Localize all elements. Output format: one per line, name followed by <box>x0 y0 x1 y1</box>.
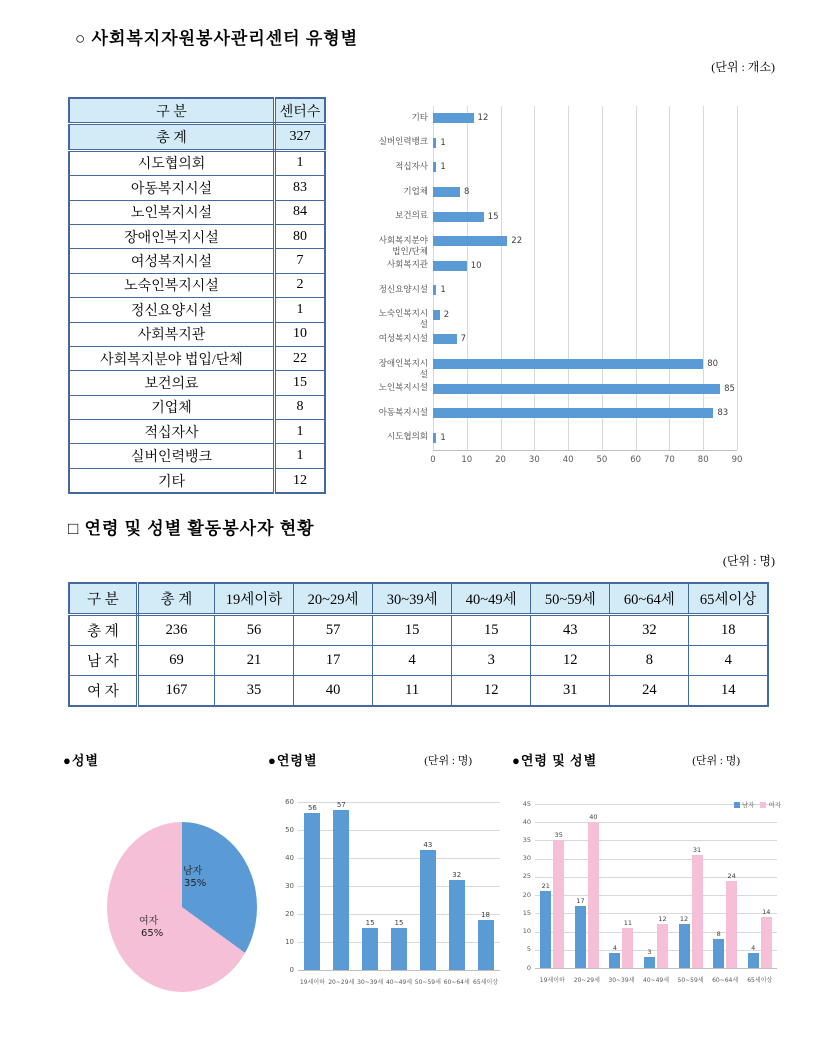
y-axis-tick-label: 30 <box>285 881 294 890</box>
centers-table-row <box>69 468 325 493</box>
bar-centers <box>433 408 713 418</box>
centers-table-row <box>69 249 325 273</box>
chart-gridline <box>535 877 777 878</box>
bar-category-label: 기업체 <box>403 186 428 197</box>
bar-value-label: 11 <box>623 918 633 927</box>
centers-table-row-value: 80 <box>275 224 326 248</box>
chart-gridline <box>298 914 500 915</box>
x-axis-tick-label: 20 <box>495 455 506 465</box>
centers-table-row-value: 1 <box>275 298 326 322</box>
centers-table-row <box>69 176 325 200</box>
chart-gridline <box>298 830 500 831</box>
bar-category-label: 장애인복지시설 <box>378 358 428 380</box>
volunteers-table-header-row <box>69 583 768 615</box>
chart-gridline <box>535 895 777 896</box>
chart-gridline <box>602 106 603 450</box>
centers-table-row-label: 사회복지관 <box>69 322 275 346</box>
gender-pie <box>107 822 257 992</box>
section1-title: ○ 사회복지자원봉사관리센터 유형별 <box>75 29 359 48</box>
bar-centers <box>433 384 720 394</box>
x-axis-tick-label: 30 <box>528 455 540 465</box>
centers-table-header-row <box>69 98 325 124</box>
volunteers-table-row-label: 여 자 <box>69 676 138 707</box>
age-chart-title: ●연령별 <box>268 753 318 768</box>
bar-value-label: 56 <box>307 804 317 813</box>
volunteers-table-cell-6: 32 <box>610 615 689 646</box>
volunteers-table-cell-1: 56 <box>215 615 294 646</box>
age-gender-chart-title: ●연령 및 성별 <box>512 753 598 768</box>
age-chart-unit-label: (단위 : 명) <box>424 755 472 767</box>
bar-value-label: 10 <box>470 260 482 271</box>
pie-label-female: 여자 <box>139 916 159 927</box>
volunteers-table-cell-5: 43 <box>531 615 610 646</box>
x-axis-tick-label: 0 <box>430 455 436 465</box>
bar-female <box>622 928 633 968</box>
centers-table-row <box>69 395 325 419</box>
y-axis-tick-label: 45 <box>522 799 531 808</box>
x-axis-category-label: 40~49세 <box>385 979 413 986</box>
bar-value-label: 21 <box>541 882 550 891</box>
section2-title: □ 연령 및 성별 활동봉사자 현황 <box>68 519 315 538</box>
y-axis-tick-label: 35 <box>522 835 531 844</box>
bar-category-label: 적십자사 <box>395 161 428 172</box>
centers-table-row <box>69 150 325 175</box>
volunteers-table-cell-4: 3 <box>452 646 531 676</box>
chart-gridline <box>298 858 500 859</box>
centers-table-row <box>69 420 325 444</box>
bar-centers <box>433 334 457 344</box>
centers-table-row-value: 83 <box>275 176 326 200</box>
volunteers-table-row-label: 남 자 <box>69 646 138 676</box>
x-axis-tick-label: 10 <box>461 455 473 465</box>
centers-table-row <box>69 124 325 150</box>
bar-value-label: 1 <box>440 285 446 296</box>
bar-value-label: 3 <box>647 948 652 957</box>
bar-value-label: 15 <box>394 919 404 927</box>
centers-table-row-label: 총 계 <box>69 124 275 150</box>
x-axis-category-label: 19세이하 <box>539 977 565 984</box>
section2-unit-label: (단위 : 명) <box>722 554 775 568</box>
volunteers-table-cell-0: 69 <box>138 646 215 676</box>
centers-table-row-label: 사회복지분야 법입/단체 <box>69 346 275 370</box>
bar-value-label: 1 <box>440 162 446 173</box>
bar-category-label: 노숙인복지시설 <box>378 309 428 331</box>
centers-table-row <box>69 200 325 224</box>
x-axis-tick-label: 90 <box>731 455 743 465</box>
x-axis-category-label: 60~64세 <box>443 979 470 986</box>
bar-male <box>644 957 655 968</box>
chart-gridline <box>535 822 777 823</box>
centers-table-row <box>69 371 325 395</box>
y-axis-tick-label: 0 <box>526 963 531 972</box>
volunteers-table-col-header-4: 30~39세 <box>373 583 452 615</box>
bar-value-label: 12 <box>658 915 667 924</box>
centers-table-row-value: 12 <box>275 468 326 493</box>
bar-value-label: 1 <box>440 432 446 443</box>
age-bar-chart <box>278 792 506 1010</box>
bar-centers <box>433 261 467 271</box>
x-axis-category-label: 65세이상 <box>473 979 499 986</box>
bar-value-label: 4 <box>751 944 756 953</box>
y-axis-tick-label: 10 <box>522 927 531 936</box>
bar-age <box>449 880 465 970</box>
bar-value-label: 17 <box>576 897 585 906</box>
volunteers-table-row <box>69 646 768 676</box>
centers-table-col-header-0: 구 분 <box>69 98 275 124</box>
volunteers-table-cell-0: 167 <box>138 676 215 707</box>
chart-legend <box>728 800 781 809</box>
x-axis-tick-label: 70 <box>664 455 675 465</box>
pie-label-male: 남자 <box>183 866 203 877</box>
x-axis-category-label: 50~59세 <box>677 977 704 984</box>
bar-value-label: 22 <box>511 236 523 247</box>
legend-swatch-여자 <box>760 802 766 808</box>
volunteers-table-cell-5: 12 <box>531 646 610 676</box>
centers-table-row-label: 장애인복지시설 <box>69 224 275 248</box>
bar-category-label: 여성복지시설 <box>378 333 428 344</box>
x-axis-category-label: 30~39세 <box>608 977 635 984</box>
y-axis-tick-label: 25 <box>522 872 531 881</box>
y-axis-tick-label: 40 <box>522 817 531 826</box>
centers-table-row-label: 정신요양시설 <box>69 298 275 322</box>
volunteers-table-cell-3: 15 <box>373 615 452 646</box>
bar-value-label: 80 <box>707 359 719 369</box>
volunteers-table-col-header-3: 20~29세 <box>294 583 373 615</box>
legend-swatch-남자 <box>734 802 740 808</box>
centers-table-header <box>69 98 325 124</box>
x-axis-tick-label: 80 <box>697 455 709 465</box>
chart-gridline <box>737 106 738 450</box>
bar-female <box>657 924 668 968</box>
centers-table-row <box>69 224 325 248</box>
bar-centers <box>433 236 507 246</box>
volunteers-table-cell-3: 4 <box>373 646 452 676</box>
y-axis-tick-label: 50 <box>285 825 294 834</box>
bar-male <box>713 939 724 968</box>
bar-value-label: 85 <box>724 383 735 394</box>
volunteers-table-cell-5: 31 <box>531 676 610 707</box>
age-gender-chart-unit-label: (단위 : 명) <box>692 755 740 767</box>
centers-table-row-value: 10 <box>275 322 326 346</box>
chart-gridline <box>568 106 569 450</box>
volunteers-table <box>68 582 769 707</box>
x-axis-category-label: 20~29세 <box>328 979 355 986</box>
centers-table-row-label: 노숙인복지시설 <box>69 273 275 297</box>
legend-label: 남자 <box>741 801 755 809</box>
y-axis-tick-label: 15 <box>522 908 531 917</box>
volunteers-table-col-header-6: 50~59세 <box>531 583 610 615</box>
x-axis-category-label: 30~39세 <box>357 979 384 986</box>
volunteers-table-row <box>69 676 768 707</box>
y-axis-tick-label: 30 <box>522 854 531 863</box>
centers-table-row-label: 실버인력뱅크 <box>69 444 275 468</box>
x-axis-category-label: 20~29세 <box>573 977 600 984</box>
centers-table-row-label: 기타 <box>69 468 275 493</box>
volunteers-table-cell-7: 4 <box>689 646 768 676</box>
bar-value-label: 40 <box>589 813 598 822</box>
chart-gridline <box>535 932 777 933</box>
volunteers-table-cell-4: 15 <box>452 615 531 646</box>
section1-unit-label: (단위 : 개소) <box>711 60 775 74</box>
y-axis-tick-label: 10 <box>285 937 294 946</box>
bar-category-label: 보건의료 <box>395 211 428 222</box>
bar-value-label: 7 <box>460 334 467 345</box>
x-axis-line <box>298 970 500 971</box>
y-axis-tick-label: 0 <box>289 965 294 974</box>
volunteers-table-cell-0: 236 <box>138 615 215 646</box>
centers-table-row-value: 1 <box>275 444 326 468</box>
volunteers-table-cell-1: 35 <box>215 676 294 707</box>
bar-value-label: 14 <box>762 907 771 916</box>
chart-gridline <box>535 913 777 914</box>
volunteers-table-cell-7: 18 <box>689 615 768 646</box>
bar-centers <box>433 359 703 369</box>
bar-centers <box>433 285 436 295</box>
bar-value-label: 83 <box>717 408 729 419</box>
bar-category-label: 사회복지분야 법인/단체 <box>378 235 428 257</box>
centers-table-row-label: 시도협의회 <box>69 150 275 175</box>
pie-value-male: 35% <box>184 878 207 889</box>
bar-centers <box>433 138 436 148</box>
bar-value-label: 35 <box>554 831 563 840</box>
bar-female <box>761 917 772 968</box>
chart-gridline <box>534 106 535 450</box>
pie-value-female: 65% <box>141 928 164 939</box>
x-axis-tick-label: 40 <box>562 455 574 465</box>
bar-value-label: 2 <box>443 309 450 320</box>
chart-gridline <box>298 886 500 887</box>
bar-value-label: 12 <box>477 113 489 124</box>
y-axis-tick-label: 40 <box>285 853 294 862</box>
volunteers-table-cell-2: 57 <box>294 615 373 646</box>
volunteers-table-row-label: 총 계 <box>69 615 138 646</box>
x-axis-category-label: 50~59세 <box>414 979 441 986</box>
y-axis-tick-label: 60 <box>285 797 294 806</box>
centers-table-row-value: 15 <box>275 371 326 395</box>
volunteers-table-col-header-0: 구 분 <box>69 583 138 615</box>
bar-female <box>692 855 703 968</box>
bar-value-label: 8 <box>464 187 470 197</box>
centers-table-row-value: 8 <box>275 395 326 419</box>
centers-table-row-value: 1 <box>275 420 326 444</box>
centers-table-row-label: 노인복지시설 <box>69 200 275 224</box>
x-axis-category-label: 40~49세 <box>642 977 670 984</box>
centers-table-row <box>69 444 325 468</box>
volunteers-table-col-header-8: 65세이상 <box>689 583 768 615</box>
bar-value-label: 24 <box>727 871 736 880</box>
bar-centers <box>433 162 436 172</box>
bar-female <box>553 840 564 968</box>
gender-pie-chart <box>95 814 270 1004</box>
centers-bar-chart <box>372 100 782 478</box>
volunteers-table-cell-4: 12 <box>452 676 531 707</box>
chart-gridline <box>501 106 502 450</box>
bar-centers <box>433 433 436 443</box>
bar-category-label: 시도협의회 <box>386 432 428 443</box>
x-axis-tick-label: 60 <box>630 455 642 465</box>
centers-table-row-label: 아동복지시설 <box>69 176 275 200</box>
bar-value-label: 18 <box>481 910 491 919</box>
x-axis-tick-label: 50 <box>596 455 608 465</box>
chart-gridline <box>535 859 777 860</box>
bar-female <box>726 881 737 968</box>
bar-value-label: 31 <box>692 846 702 855</box>
volunteers-table-col-header-1: 총 계 <box>138 583 215 615</box>
volunteers-table-row <box>69 615 768 646</box>
bar-category-label: 사회복지관 <box>386 260 428 271</box>
centers-table-row <box>69 322 325 346</box>
centers-table-row-value: 1 <box>275 150 326 175</box>
bar-male <box>748 953 759 968</box>
chart-gridline <box>467 106 468 450</box>
volunteers-table-cell-2: 17 <box>294 646 373 676</box>
x-axis-line <box>535 968 777 969</box>
volunteers-table-header <box>69 583 768 615</box>
bar-age <box>391 928 407 970</box>
bar-male <box>679 924 690 968</box>
bar-category-label: 실버인력뱅크 <box>378 137 428 148</box>
bar-centers <box>433 187 460 197</box>
volunteers-table-cell-7: 14 <box>689 676 768 707</box>
bar-value-label: 1 <box>440 137 446 148</box>
bar-centers <box>433 113 474 123</box>
chart-gridline <box>535 840 777 841</box>
volunteers-table-cell-2: 40 <box>294 676 373 707</box>
bar-value-label: 32 <box>452 871 462 880</box>
x-axis-category-label: 60~64세 <box>712 977 739 984</box>
chart-gridline <box>298 802 500 803</box>
chart-gridline <box>669 106 670 450</box>
bar-age <box>304 813 320 970</box>
bar-category-label: 기타 <box>411 112 428 123</box>
volunteers-table-col-header-5: 40~49세 <box>452 583 531 615</box>
volunteers-table-cell-6: 24 <box>610 676 689 707</box>
bar-value-label: 12 <box>679 915 689 924</box>
centers-table-row-value: 22 <box>275 346 326 370</box>
volunteers-table-cell-3: 11 <box>373 676 452 707</box>
volunteers-table-cell-6: 8 <box>610 646 689 676</box>
bar-value-label: 15 <box>365 919 375 927</box>
centers-table <box>68 97 326 494</box>
pie-chart-title: ●성별 <box>63 753 99 768</box>
age-gender-bar-chart <box>515 792 783 1010</box>
y-axis-tick-label: 5 <box>526 945 531 954</box>
volunteers-table-cell-1: 21 <box>215 646 294 676</box>
x-axis-category-label: 19세이하 <box>299 979 325 986</box>
y-axis-tick-label: 20 <box>522 890 531 899</box>
bar-centers <box>433 212 484 222</box>
legend-label: 여자 <box>768 801 781 809</box>
bar-value-label: 57 <box>336 801 346 810</box>
bar-value-label: 8 <box>716 929 721 938</box>
centers-table-row <box>69 346 325 370</box>
centers-table-row <box>69 298 325 322</box>
bar-age <box>333 810 349 970</box>
y-axis-tick-label: 20 <box>285 909 294 918</box>
x-axis-line <box>433 450 737 451</box>
bar-category-label: 노인복지시설 <box>378 383 428 394</box>
bar-male <box>609 953 620 968</box>
centers-table-row-value: 7 <box>275 249 326 273</box>
centers-table-row-value: 2 <box>275 273 326 297</box>
x-axis-category-label: 65세이상 <box>747 977 773 984</box>
bar-value-label: 43 <box>423 840 433 849</box>
chart-gridline <box>703 106 704 450</box>
bar-category-label: 아동복지시설 <box>378 407 428 418</box>
chart-gridline <box>433 106 434 450</box>
centers-table-row-value: 327 <box>275 124 326 150</box>
centers-table-row-value: 84 <box>275 200 326 224</box>
bar-age <box>420 850 436 970</box>
chart-gridline <box>636 106 637 450</box>
centers-table-row-label: 보건의료 <box>69 371 275 395</box>
centers-table-row-label: 적십자사 <box>69 420 275 444</box>
bar-female <box>588 822 599 968</box>
centers-table-row-label: 기업체 <box>69 395 275 419</box>
bar-male <box>575 906 586 968</box>
bar-age <box>478 920 494 970</box>
bar-centers <box>433 310 440 320</box>
centers-table-row <box>69 273 325 297</box>
bar-age <box>362 928 378 970</box>
volunteers-table-col-header-7: 60~64세 <box>610 583 689 615</box>
volunteers-table-col-header-2: 19세이하 <box>215 583 294 615</box>
bar-category-label: 정신요양시설 <box>378 284 428 295</box>
bar-value-label: 15 <box>487 211 499 222</box>
centers-table-row-label: 여성복지시설 <box>69 249 275 273</box>
centers-table-col-header-1: 센터수 <box>275 98 326 124</box>
bar-value-label: 4 <box>612 944 617 953</box>
bar-male <box>540 891 551 968</box>
